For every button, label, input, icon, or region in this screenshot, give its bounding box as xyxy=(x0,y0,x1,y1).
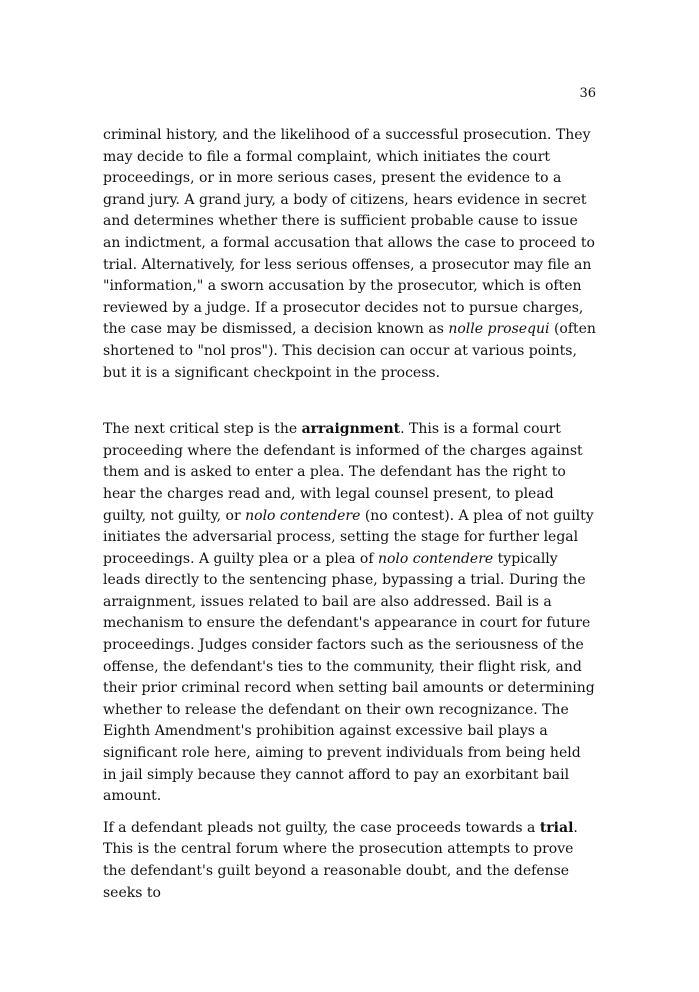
bold-term-trial: trial xyxy=(539,819,574,836)
document-body xyxy=(103,125,597,904)
italic-term-nolo-contendere: nolo contendere xyxy=(245,507,361,524)
paragraph-text: The next critical step is the xyxy=(103,421,302,438)
paragraph-text: (often shortened to "nol pros"). This decision can occur at various points, but it is a significant checkpoint in the process. xyxy=(103,321,596,381)
italic-term-nolle-prosequi: nolle prosequi xyxy=(448,321,550,338)
paragraph-text: If a defendant pleads not guilty, the case proceeds towards a xyxy=(103,819,540,836)
paragraph-text: . This is the central forum where the prosecution attempts to prove the defendant's guilt beyond a reasonable doubt, and the defense seeks to xyxy=(103,819,578,901)
paragraph-charging-decision xyxy=(103,125,597,384)
italic-term-nolo-contendere: nolo contendere xyxy=(377,550,494,567)
bold-term-arraignment: arraignment xyxy=(301,421,401,438)
paragraph-text: . This is a formal court proceeding where the defendant is informed of the charges against them and is asked to enter a plea. The defendant has the right to hear the charges read and, with legal counsel present, to plead guilty, not guilty, or xyxy=(103,421,583,524)
paragraph-text: (no contest). A plea of not guilty initiates the adversarial process, setting the stage for further legal proceedings. A guilty plea or a plea of xyxy=(103,507,594,567)
paragraph-text: criminal history, and the likelihood of a successful prosecution. They may decide to file a formal complaint, which initiates the court proceedings, or in more serious cases, present the evidence to a grand jury. A grand jury, a body of citizens, hears evidence in secret and determines whether there is sufficient probable cause to issue an indictment, a formal accusation that allows the case to proceed to trial. Alternatively, for less serious offenses, a prosecutor may file an "information," a sworn accusation by the prosecutor, which is often reviewed by a judge. If a prosecutor decides not to pursue charges, the case may be dismissed, a decision known as xyxy=(103,127,595,338)
paragraph-arraignment xyxy=(103,419,597,808)
paragraph-trial xyxy=(103,818,597,904)
page-number: 36 xyxy=(579,86,596,101)
paragraph-text: typically leads directly to the sentencing phase, bypassing a trial. During the arraignment, issues related to bail are also addressed. Bail is a mechanism to ensure the defendant's appearance in court for future proceedings. Judges consider factors such as the seriousness of the offense, the defendant's ties to the community, their flight risk, and their prior criminal record when setting bail amounts or determining whether to release the defendant on their own recognizance. The Eighth Amendment's prohibition against excessive bail plays a significant role here, aiming to prevent individuals from being held in jail simply because they cannot afford to pay an exorbitant bail amount. xyxy=(103,550,595,805)
